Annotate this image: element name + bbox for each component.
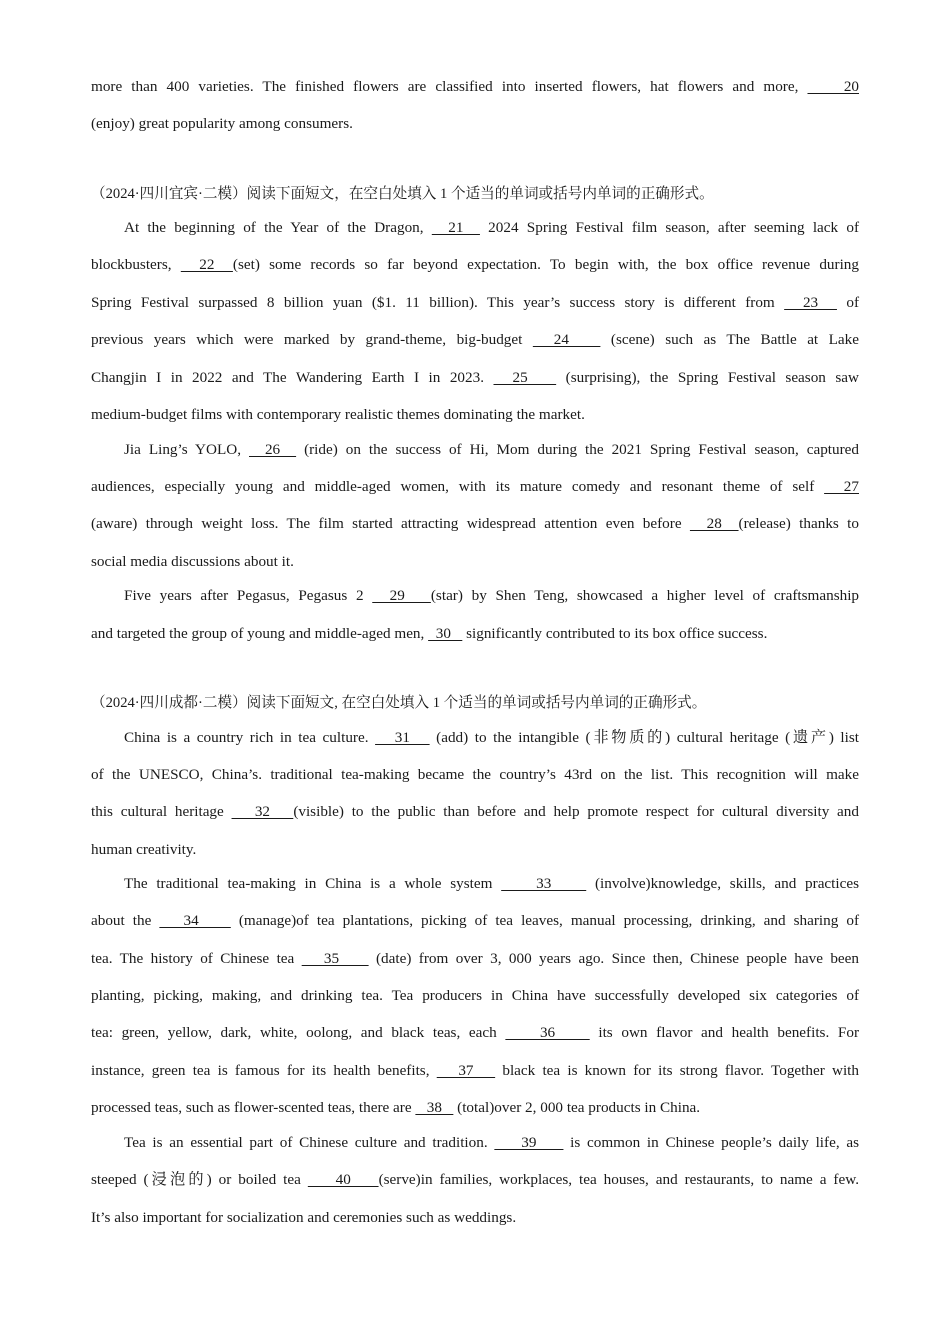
text-run: audiences, especially young and middle-aged women, with its mature comedy and resonant theme of self: [91, 478, 825, 495]
text-run: steeped (浸泡的) or boiled tea: [91, 1171, 308, 1188]
answer-blank[interactable]: 34: [159, 912, 231, 929]
text-run: (scene) such as The Battle at Lake: [600, 331, 859, 348]
text-line: [91, 1170, 859, 1190]
text-run: Spring Festival surpassed 8 billion yuan ($1. 11 billion). This year’s success story is different from: [91, 294, 785, 311]
text-run: (serve)in families, workplaces, tea houses, and restaurants, to name a few.: [378, 1171, 859, 1188]
text-run: of: [836, 294, 860, 311]
text-run: (visible) to the public than before and help promote respect for cultural diversity and: [293, 803, 859, 820]
answer-blank[interactable]: 27: [824, 478, 859, 495]
text-run: (date) from over 3, 000 years ago. Since then, Chinese people have been: [368, 950, 860, 967]
text-run: more than 400 varieties. The finished flowers are classified into inserted flowers, hat flowers and more,: [91, 78, 808, 95]
text-run: Jia Ling’s YOLO,: [124, 441, 250, 458]
text-line: [91, 1133, 859, 1153]
answer-blank[interactable]: 33: [501, 875, 587, 892]
text-line: [91, 1208, 859, 1228]
text-line: [91, 293, 859, 313]
text-run: Tea is an essential part of Chinese culture and tradition.: [124, 1134, 495, 1151]
answer-blank[interactable]: 32: [231, 803, 294, 820]
text-run: It’s also important for socialization and ceremonies such as weddings.: [91, 1209, 517, 1226]
text-line: [91, 255, 859, 275]
text-line: [91, 114, 859, 134]
text-run: The traditional tea-making in China is a whole system: [124, 875, 502, 892]
text-run: is common in Chinese people’s daily life, as: [563, 1134, 860, 1151]
answer-blank[interactable]: 25: [493, 369, 557, 386]
text-run: planting, picking, making, and drinking tea. Tea producers in China have successfully developed six categories of: [91, 987, 859, 1004]
answer-blank[interactable]: 29: [372, 587, 431, 604]
text-run: (total)over 2, 000 tea products in China.: [453, 1099, 701, 1116]
text-run: this cultural heritage: [91, 803, 232, 820]
text-line: [91, 949, 859, 969]
answer-blank[interactable]: 30: [428, 625, 463, 642]
text-run: (aware) through weight loss. The film started attracting widespread attention even before: [91, 515, 690, 532]
text-run: (release) thanks to: [738, 515, 859, 532]
answer-blank[interactable]: 38: [415, 1099, 454, 1116]
text-run: its own flavor and health benefits. For: [589, 1024, 859, 1041]
text-run: medium-budget films with contemporary realistic themes dominating the market.: [91, 406, 585, 423]
text-run: At the beginning of the Year of the Dragon,: [124, 219, 432, 236]
text-line: [91, 986, 859, 1006]
text-run: previous years which were marked by grand-theme, big-budget: [91, 331, 533, 348]
text-run: significantly contributed to its box office success.: [462, 625, 768, 642]
text-run: processed teas, such as flower-scented teas, there are: [91, 1099, 416, 1116]
text-run: (involve)knowledge, skills, and practices: [586, 875, 860, 892]
text-run: social media discussions about it.: [91, 553, 294, 570]
text-line: [91, 624, 859, 644]
text-line: [91, 840, 859, 860]
answer-blank[interactable]: 31: [375, 729, 430, 746]
text-run: (add) to the intangible (非物质的) cultural heritage (遗产) list: [429, 729, 859, 746]
text-line: [91, 874, 859, 894]
text-run: 2024 Spring Festival film season, after seeming lack of: [479, 219, 860, 236]
answer-blank[interactable]: 22: [180, 256, 233, 273]
text-run: tea. The history of Chinese tea: [91, 950, 302, 967]
text-line: [91, 802, 859, 822]
text-line: [91, 728, 859, 748]
text-run: of the UNESCO, China’s. traditional tea-making became the country’s 43rd on the list. This recognition will make: [91, 766, 859, 783]
text-line: [91, 552, 859, 572]
text-run: Changjin I in 2022 and The Wandering Earth I in 2023.: [91, 369, 494, 386]
answer-blank[interactable]: 39: [494, 1134, 564, 1151]
text-line: [91, 1023, 859, 1043]
text-run: human creativity.: [91, 841, 197, 858]
answer-blank[interactable]: 21: [431, 219, 480, 236]
answer-blank[interactable]: 20: [807, 78, 859, 95]
text-line: [91, 514, 859, 534]
text-line: [91, 77, 859, 97]
text-line: [91, 477, 859, 497]
text-run: tea: green, yellow, dark, white, oolong, and black teas, each: [91, 1024, 506, 1041]
text-line: [91, 330, 859, 350]
text-line: [91, 1061, 859, 1081]
answer-blank[interactable]: 40: [307, 1171, 379, 1188]
text-run: China is a country rich in tea culture.: [124, 729, 376, 746]
answer-blank[interactable]: 26: [249, 441, 297, 458]
text-run: (ride) on the success of Hi, Mom during the 2021 Spring Festival season, captured: [296, 441, 859, 458]
text-run: (manage)of tea plantations, picking of tea leaves, manual processing, drinking, and sharing of: [230, 912, 860, 929]
text-line: [91, 218, 859, 238]
answer-blank[interactable]: 23: [784, 294, 837, 311]
answer-blank[interactable]: 28: [689, 515, 739, 532]
answer-blank[interactable]: 36: [505, 1024, 590, 1041]
answer-blank[interactable]: 24: [532, 331, 601, 348]
answer-blank[interactable]: 35: [301, 950, 369, 967]
text-line: [91, 368, 859, 388]
answer-blank[interactable]: 37: [436, 1062, 496, 1079]
text-run: blockbusters,: [91, 256, 181, 273]
text-run: and targeted the group of young and middle-aged men,: [91, 625, 429, 642]
text-run: black tea is known for its strong flavor. Together with: [495, 1062, 859, 1079]
section-source-heading-yibin: （2024·四川宜宾·二模）阅读下面短文，在空白处填入 1 个适当的单词或括号内单词的正确形式。: [91, 186, 714, 202]
text-run: (enjoy) great popularity among consumers.: [91, 115, 353, 132]
text-line: [91, 405, 859, 425]
text-run: instance, green tea is famous for its health benefits,: [91, 1062, 437, 1079]
text-line: [91, 440, 859, 460]
text-line: [91, 911, 859, 931]
text-line: [91, 1098, 859, 1118]
section-source-heading-chengdu: （2024·四川成都·二模）阅读下面短文, 在空白处填入 1 个适当的单词或括号内单词的正确形式。: [91, 695, 707, 711]
text-line: [91, 765, 859, 785]
text-run: (set) some records so far beyond expectation. To begin with, the box office revenue during: [232, 256, 859, 273]
text-line: [91, 586, 859, 606]
text-run: (surprising), the Spring Festival season saw: [556, 369, 860, 386]
text-run: Five years after Pegasus, Pegasus 2: [124, 587, 373, 604]
text-run: (star) by Shen Teng, showcased a higher level of craftsmanship: [430, 587, 860, 604]
text-run: about the: [91, 912, 160, 929]
